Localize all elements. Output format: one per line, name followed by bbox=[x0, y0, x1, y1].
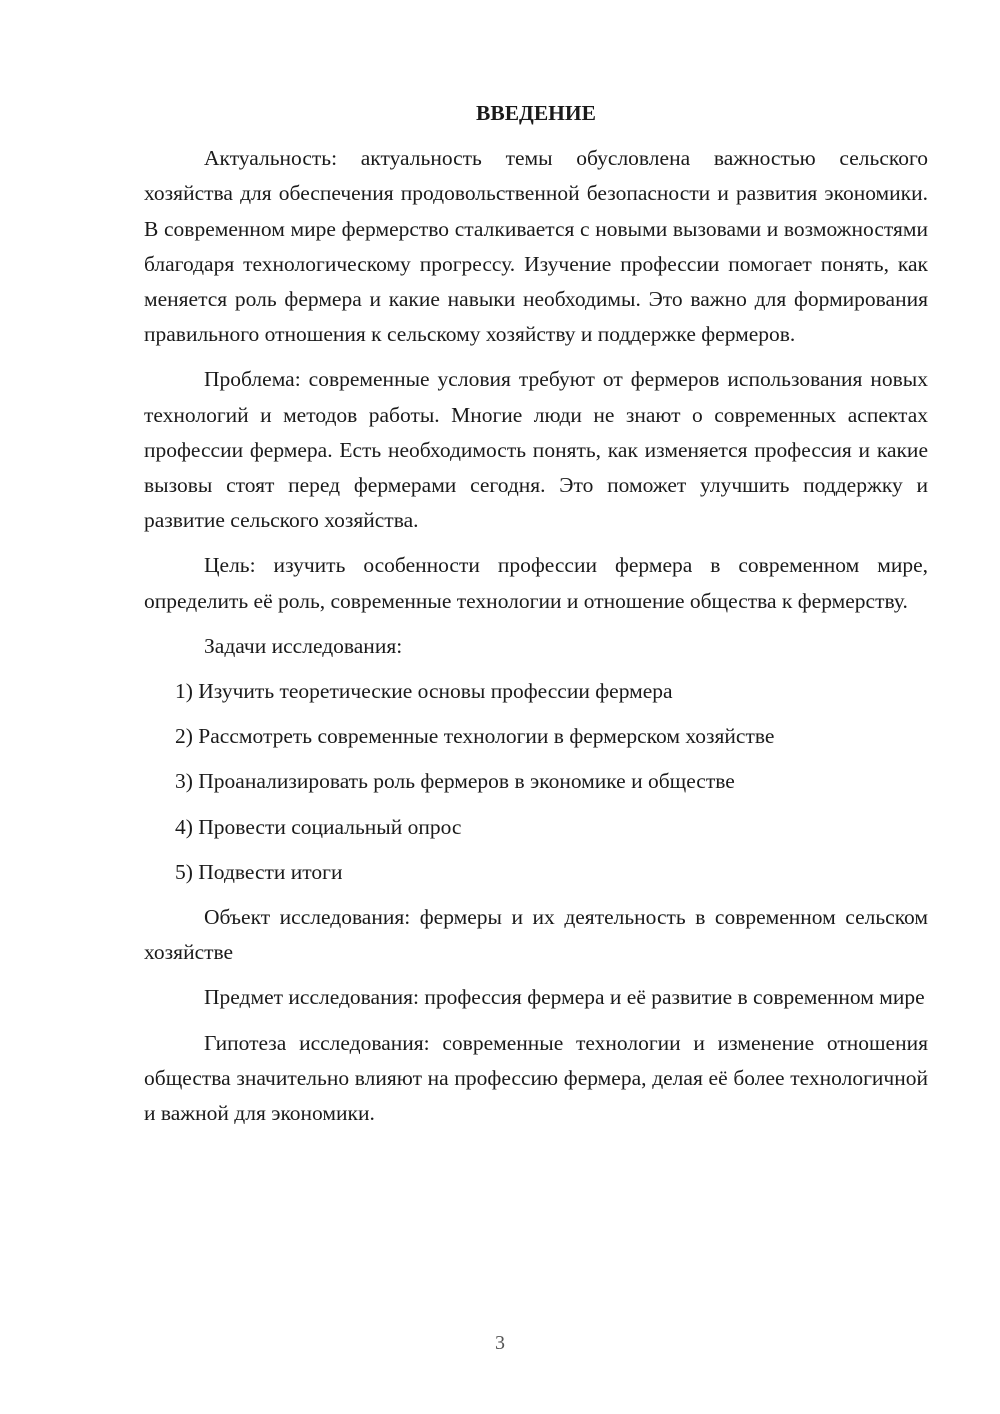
tasks-list bbox=[144, 674, 928, 890]
task-item: 5) Подвести итоги bbox=[175, 859, 343, 884]
task-item: 4) Провести социальный опрос bbox=[175, 814, 462, 839]
paragraph-object: Объект исследования: фермеры и их деятельность в современном сельском хозяйстве bbox=[144, 905, 928, 965]
paragraph-subject: Предмет исследования: профессия фермера и её развитие в современном мире bbox=[204, 985, 925, 1010]
section-title: ВВЕДЕНИЕ bbox=[476, 101, 596, 125]
paragraph-relevance: Актуальность: актуальность темы обусловлена важностью сельского хозяйства для обеспечения продовольственной безопасности и развития экономики. В современном мире фермерство сталкивается с новыми вызовами и возможностями благодаря технологическому прогрессу. Изучение профессии помогает понять, как меняется роль фермера и какие навыки необходимы. Это важно для формирования правильного отношения к сельскому хозяйству и поддержке фермеров. bbox=[144, 146, 928, 347]
task-item: 3) Проанализировать роль фермеров в экономике и обществе bbox=[175, 769, 735, 794]
paragraph-hypothesis: Гипотеза исследования: современные технологии и изменение отношения общества значительно влияют на профессию фермера, делая её более технологичной и важной для экономики. bbox=[144, 1030, 928, 1126]
paragraph-problem: Проблема: современные условия требуют от фермеров использования новых технологий и методов работы. Многие люди не знают о современных аспектах профессии фермера. Есть необходимость понять, как изменяется профессия и какие вызовы стоят перед фермерами сегодня. Это поможет улучшить поддержку и развитие сельского хозяйства. bbox=[144, 367, 928, 533]
page-number: 3 bbox=[495, 1332, 505, 1354]
tasks-heading: Задачи исследования: bbox=[204, 633, 403, 658]
task-item: 1) Изучить теоретические основы профессии фермера bbox=[175, 679, 673, 704]
paragraph-goal: Цель: изучить особенности профессии фермера в современном мире, определить её роль, современные технологии и отношение общества к фермерству. bbox=[144, 553, 928, 613]
task-item: 2) Рассмотреть современные технологии в фермерском хозяйстве bbox=[175, 724, 775, 749]
page-content bbox=[144, 96, 928, 1141]
